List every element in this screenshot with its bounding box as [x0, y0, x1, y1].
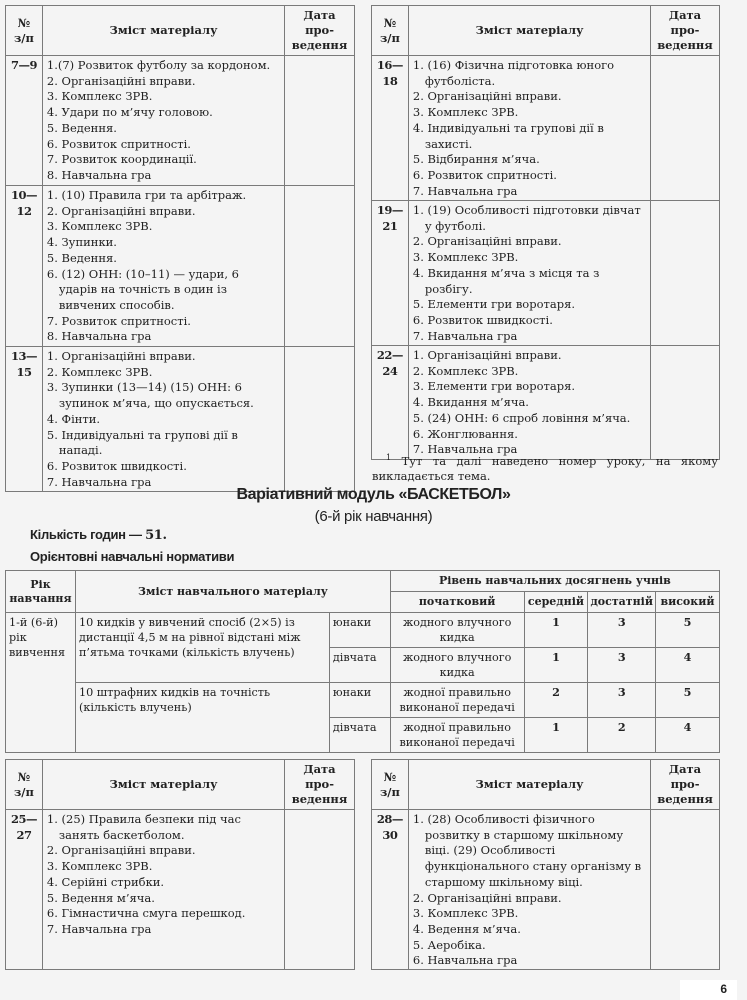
sufficient-cell: 3 [588, 648, 656, 683]
list-item: 5. Ведення. [46, 250, 117, 265]
list-item: 7. Розвиток координації. [46, 152, 197, 167]
lesson-number: 16— 18 [372, 56, 409, 201]
table-header-row [6, 6, 355, 56]
list-item: 7. Навчальна гра [412, 183, 518, 198]
lesson-number: 22— 24 [372, 346, 409, 460]
list-item: 4. Удари по м’ячу головою. [46, 105, 213, 120]
lessons-table-right-top [371, 5, 720, 460]
table-row [372, 810, 720, 970]
table-row [372, 56, 720, 201]
list-item: 6. Жонглювання. [412, 426, 518, 441]
hours-label: Кількість годин — [30, 527, 146, 542]
list-item: 1.(7) Розвиток футболу за кордоном. [46, 58, 271, 72]
table-row [372, 201, 720, 346]
list-item: 1. Організаційні вправи. [412, 348, 562, 362]
table-row [6, 186, 355, 347]
lesson-content [408, 346, 650, 460]
header-levels: Рівень навчальних досягнень учнів [390, 571, 719, 592]
list-item: 4. Індивідуальні та групові дії в захисті. [412, 120, 604, 151]
medium-cell: 1 [524, 718, 588, 753]
header-sufficient: достатній [588, 592, 656, 613]
lesson-number: 19— 21 [372, 201, 409, 346]
footnote-mark: 1 [386, 453, 392, 462]
list-item: 2. Організаційні вправи. [412, 89, 562, 104]
header-num: № з/п [372, 6, 409, 56]
header-content: Зміст матеріалу [408, 6, 650, 56]
header-content: Зміст матеріалу [42, 760, 284, 810]
date-cell [651, 346, 720, 460]
initial-cell: жодного влучного кидка [390, 613, 524, 648]
lesson-content [42, 347, 284, 492]
initial-cell: жодної правильно виконаної передачі [390, 683, 524, 718]
list-item: 3. Комплекс ЗРВ. [412, 105, 519, 120]
high-cell: 4 [655, 648, 719, 683]
date-cell [285, 347, 355, 492]
list-item: 3. Комплекс ЗРВ. [412, 906, 519, 921]
header-num: № з/п [372, 760, 409, 810]
header-year: Рік навчання [6, 571, 76, 613]
exercise-name: 10 кидків у вивчений спосіб (2×5) із дистанції 4,5 м на рівної відстані між п’ятьма точками (кількість влучень) [75, 613, 329, 683]
table-row [6, 613, 720, 648]
year-cell: 1-й (6-й) рік вивчення [6, 613, 76, 753]
lesson-content [408, 56, 650, 201]
lessons-table-right-bottom [371, 759, 720, 970]
date-cell [285, 810, 355, 970]
list-item: 8. Навчальна гра [46, 167, 152, 182]
module-subtitle: (6-й рік навчання) [314, 508, 433, 525]
header-content: Зміст матеріалу [42, 6, 284, 56]
lesson-number: 13— 15 [6, 347, 43, 492]
header-num: № з/п [6, 760, 43, 810]
list-item: 2. Комплекс ЗРВ. [412, 363, 519, 378]
list-item: 6. Розвиток швидкості. [412, 312, 553, 327]
list-item: 5. Ведення м’яча. [46, 890, 155, 905]
list-item: 3. Комплекс ЗРВ. [46, 859, 153, 874]
list-item: 7. Навчальна гра [46, 474, 152, 489]
list-item: 6. Навчальна гра [412, 953, 518, 968]
list-item: 5. Елементи гри воротаря. [412, 297, 575, 312]
lesson-content [42, 56, 284, 186]
date-cell [651, 201, 720, 346]
group-cell: юнаки [329, 683, 390, 718]
header-material: Зміст навчального матеріалу [75, 571, 390, 613]
list-item: 2. Комплекс ЗРВ. [46, 364, 153, 379]
table-header-row [372, 760, 720, 810]
list-item: 6. Розвиток спритності. [46, 136, 191, 151]
table-header-row [6, 760, 355, 810]
hours-value: 51. [145, 528, 167, 543]
list-item: 4. Ведення м’яча. [412, 921, 521, 936]
list-item: 6. Розвиток швидкості. [46, 458, 187, 473]
table-row [6, 683, 720, 718]
initial-cell: жодної правильно виконаної передачі [390, 718, 524, 753]
table-row [6, 347, 355, 492]
initial-cell: жодного влучного кидка [390, 648, 524, 683]
hours-line [30, 527, 167, 543]
lesson-number: 28— 30 [372, 810, 409, 970]
lesson-content [42, 186, 284, 347]
lesson-number: 25— 27 [6, 810, 43, 970]
high-cell: 4 [655, 718, 719, 753]
table-header-row [372, 6, 720, 56]
header-num: № з/п [6, 6, 43, 56]
header-content: Зміст матеріалу [408, 760, 650, 810]
date-cell [651, 56, 720, 201]
list-item: 2. Організаційні вправи. [46, 843, 196, 858]
lesson-content [42, 810, 284, 970]
list-item: 3. Комплекс ЗРВ. [46, 219, 153, 234]
table-row [6, 56, 355, 186]
module-title: Варіативний модуль «БАСКЕТБОЛ» [236, 486, 511, 503]
lessons-table-left-bottom [5, 759, 355, 970]
list-item: 1. (25) Правила безпеки під час занять баскетболом. [46, 812, 241, 842]
lesson-content [408, 810, 650, 970]
group-cell: дівчата [329, 718, 390, 753]
footnote [372, 450, 718, 485]
date-cell [285, 186, 355, 347]
group-cell: дівчата [329, 648, 390, 683]
list-item: 2. Організаційні вправи. [412, 890, 562, 905]
list-item: 7. Навчальна гра [412, 328, 518, 343]
medium-cell: 1 [524, 648, 588, 683]
list-item: 4. Вкидання м’яча з місця та з розбігу. [412, 265, 600, 296]
high-cell: 5 [655, 613, 719, 648]
high-cell: 5 [655, 683, 719, 718]
header-initial: початковий [390, 592, 524, 613]
header-date: Дата про- ведення [285, 760, 355, 810]
list-item: 3. Елементи гри воротаря. [412, 379, 575, 394]
header-date: Дата про- ведення [651, 760, 720, 810]
list-item: 4. Серійні стрибки. [46, 874, 165, 889]
list-item: 1. (19) Особливості підготовки дівчат у футболі. [412, 203, 641, 233]
header-date: Дата про- ведення [285, 6, 355, 56]
list-item: 4. Зупинки. [46, 235, 117, 250]
sufficient-cell: 2 [588, 718, 656, 753]
list-item: 7. Навчальна гра [412, 442, 518, 457]
table-row [372, 346, 720, 460]
lesson-content [408, 201, 650, 346]
list-item: 6. Розвиток спритності. [412, 167, 557, 182]
sufficient-cell: 3 [588, 613, 656, 648]
medium-cell: 2 [524, 683, 588, 718]
header-medium: середній [524, 592, 588, 613]
list-item: 7. Розвиток спритності. [46, 313, 191, 328]
list-item: 1. (10) Правила гри та арбітраж. [46, 188, 247, 202]
list-item: 6. Гімнастична смуга перешкод. [46, 906, 246, 921]
list-item: 5. Ведення. [46, 120, 117, 135]
lesson-number: 10— 12 [6, 186, 43, 347]
list-item: 3. Комплекс ЗРВ. [412, 250, 519, 265]
list-item: 5. Аеробіка. [412, 937, 486, 952]
list-item: 1. (28) Особливості фізичного розвитку в старшому шкільному віці. (29) Особливості функціонального стану організму в старшому шкільному віці. [412, 812, 642, 889]
list-item: 2. Організаційні вправи. [46, 73, 196, 88]
list-item: 1. Організаційні вправи. [46, 349, 196, 363]
list-item: 1. (16) Фізична підготовка юного футболіста. [412, 58, 615, 88]
list-item: 5. Відбирання м’яча. [412, 152, 540, 167]
norms-heading: Орієнтовні навчальні нормативи [30, 549, 235, 564]
exercise-name: 10 штрафних кидків на точність (кількість влучень) [75, 683, 329, 753]
list-item: 4. Фінти. [46, 411, 101, 426]
list-item: 2. Організаційні вправи. [412, 234, 562, 249]
header-high: високий [655, 592, 719, 613]
page-number: 6 [720, 982, 727, 996]
list-item: 5. Індивідуальні та групові дії в нападі. [46, 427, 238, 458]
list-item: 5. (24) ОНН: 6 спроб ловіння м’яча. [412, 410, 631, 425]
date-cell [651, 810, 720, 970]
page-number-box [680, 980, 737, 1000]
list-item: 3. Комплекс ЗРВ. [46, 89, 153, 104]
table-row [6, 810, 355, 970]
lessons-table-left-top [5, 5, 355, 492]
list-item: 2. Організаційні вправи. [46, 203, 196, 218]
norms-table [5, 570, 720, 753]
list-item: 4. Вкидання м’яча. [412, 395, 529, 410]
list-item: 7. Навчальна гра [46, 921, 152, 936]
medium-cell: 1 [524, 613, 588, 648]
list-item: 6. (12) ОНН: (10–11) — удари, 6 ударів на точність в один із вивчених способів. [46, 266, 239, 312]
list-item: 3. Зупинки (13—14) (15) ОНН: 6 зупинок м’яча, що опускається. [46, 380, 254, 411]
header-date: Дата про- ведення [651, 6, 720, 56]
lesson-number: 7—9 [6, 56, 43, 186]
list-item: 8. Навчальна гра [46, 329, 152, 344]
group-cell: юнаки [329, 613, 390, 648]
norms-header-row [6, 571, 720, 592]
date-cell [285, 56, 355, 186]
sufficient-cell: 3 [588, 683, 656, 718]
footnote-text: Тут та далі наведено номер уроку, на якому викладається тема. [372, 453, 718, 484]
